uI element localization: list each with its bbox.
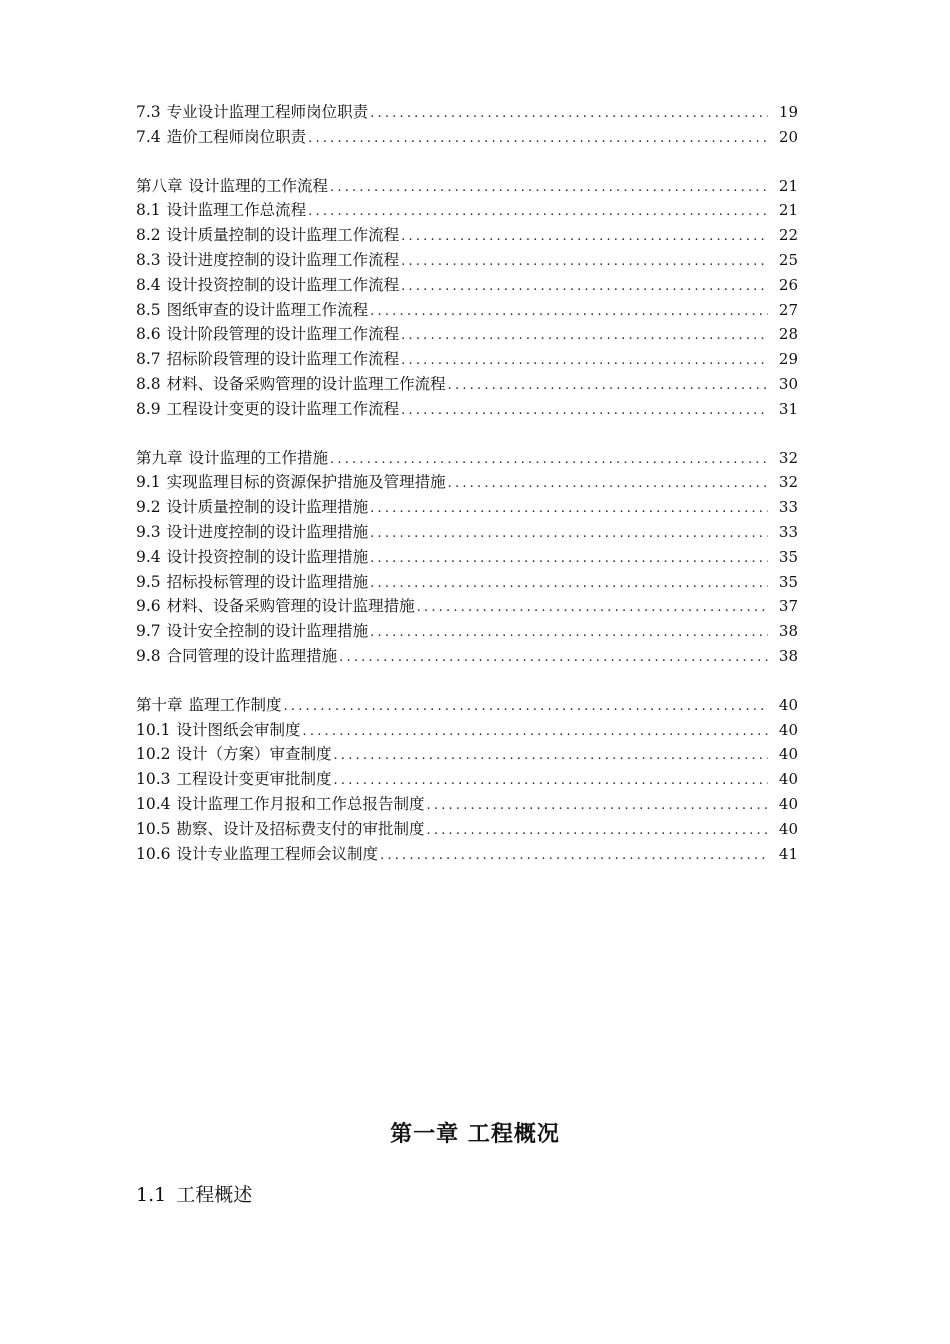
toc-entry-title: 设计图纸会审制度 bbox=[176, 720, 301, 739]
toc-entry-number: 8.9 bbox=[136, 399, 161, 418]
toc-entry[interactable] bbox=[136, 322, 798, 347]
toc-leader-dots bbox=[370, 572, 768, 597]
toc-leader-dots bbox=[448, 374, 768, 399]
toc-leader-dots bbox=[330, 448, 768, 473]
toc-entry-number: 8.1 bbox=[136, 201, 161, 220]
toc-entry-number: 第十章 bbox=[136, 695, 183, 714]
toc-group bbox=[136, 100, 798, 150]
toc-entry-page: 35 bbox=[778, 547, 798, 566]
toc-entry-page: 40 bbox=[778, 770, 798, 789]
toc-leader-dots bbox=[448, 472, 768, 497]
toc-entry[interactable] bbox=[136, 570, 798, 595]
toc-entry-page: 32 bbox=[778, 473, 798, 492]
toc-entry-page: 26 bbox=[778, 275, 798, 294]
toc-entry[interactable] bbox=[136, 792, 798, 817]
toc-entry-number: 9.6 bbox=[136, 597, 161, 616]
toc-leader-dots bbox=[401, 324, 768, 349]
toc-leader-dots bbox=[284, 695, 768, 720]
toc-entry[interactable] bbox=[136, 594, 798, 619]
toc-entry-number: 10.6 bbox=[136, 844, 171, 863]
toc-entry-title: 合同管理的设计监理措施 bbox=[166, 646, 338, 665]
toc-entry[interactable] bbox=[136, 223, 798, 248]
toc-entry-page: 38 bbox=[778, 622, 798, 641]
toc-entry-page: 40 bbox=[778, 745, 798, 764]
toc-leader-dots bbox=[370, 522, 768, 547]
toc-leader-dots bbox=[401, 250, 768, 275]
toc-entry-title: 设计进度控制的设计监理工作流程 bbox=[166, 250, 400, 269]
toc-entry-title: 监理工作制度 bbox=[188, 695, 282, 714]
toc-entry-page: 21 bbox=[778, 201, 798, 220]
toc-leader-dots bbox=[334, 769, 768, 794]
toc-leader-dots bbox=[427, 794, 768, 819]
table-of-contents bbox=[136, 100, 798, 890]
toc-group bbox=[136, 446, 798, 669]
toc-leader-dots bbox=[370, 621, 768, 646]
toc-entry[interactable] bbox=[136, 372, 798, 397]
toc-entry[interactable] bbox=[136, 470, 798, 495]
toc-entry[interactable] bbox=[136, 397, 798, 422]
toc-entry-page: 19 bbox=[778, 103, 798, 121]
toc-entry[interactable] bbox=[136, 842, 798, 867]
toc-leader-dots bbox=[308, 127, 768, 152]
toc-entry-page: 38 bbox=[778, 646, 798, 665]
toc-entry-number: 8.2 bbox=[136, 226, 161, 245]
toc-entry[interactable] bbox=[136, 742, 798, 767]
toc-entry-number: 7.3 bbox=[136, 103, 161, 121]
toc-entry-number: 9.8 bbox=[136, 646, 161, 665]
toc-entry-page: 21 bbox=[778, 176, 798, 195]
toc-entry-title: 材料、设备采购管理的设计监理措施 bbox=[166, 597, 415, 616]
toc-entry[interactable] bbox=[136, 644, 798, 669]
toc-entry[interactable] bbox=[136, 125, 798, 150]
toc-entry-page: 40 bbox=[778, 819, 798, 838]
toc-entry-number: 7.4 bbox=[136, 127, 161, 146]
toc-entry-page: 31 bbox=[778, 399, 798, 418]
toc-entry-page: 37 bbox=[778, 597, 798, 616]
toc-entry[interactable] bbox=[136, 100, 798, 125]
toc-entry-page: 27 bbox=[778, 300, 798, 319]
toc-entry-title: 工程设计变更的设计监理工作流程 bbox=[166, 399, 400, 418]
toc-entry-title: 设计安全控制的设计监理措施 bbox=[166, 622, 369, 641]
toc-entry[interactable] bbox=[136, 446, 798, 471]
toc-entry-number: 10.5 bbox=[136, 819, 171, 838]
toc-entry-title: 图纸审查的设计监理工作流程 bbox=[166, 300, 369, 319]
toc-leader-dots bbox=[427, 819, 768, 844]
toc-entry-title: 设计监理工作总流程 bbox=[166, 201, 307, 220]
toc-entry-title: 材料、设备采购管理的设计监理工作流程 bbox=[166, 374, 446, 393]
toc-entry-number: 9.7 bbox=[136, 622, 161, 641]
toc-entry[interactable] bbox=[136, 174, 798, 199]
toc-entry-page: 41 bbox=[778, 844, 798, 863]
toc-entry[interactable] bbox=[136, 495, 798, 520]
toc-entry-number: 9.4 bbox=[136, 547, 161, 566]
toc-entry-title: 设计质量控制的设计监理工作流程 bbox=[166, 226, 400, 245]
toc-entry-number: 9.3 bbox=[136, 522, 161, 541]
toc-entry-number: 8.4 bbox=[136, 275, 161, 294]
toc-entry[interactable] bbox=[136, 693, 798, 718]
toc-entry[interactable] bbox=[136, 347, 798, 372]
toc-leader-dots bbox=[401, 349, 768, 374]
toc-entry-number: 10.4 bbox=[136, 794, 171, 813]
toc-entry-number: 8.6 bbox=[136, 325, 161, 344]
toc-leader-dots bbox=[370, 300, 768, 325]
toc-entry-number: 10.2 bbox=[136, 745, 171, 764]
toc-entry-title: 设计专业监理工程师会议制度 bbox=[176, 844, 379, 863]
toc-entry-page: 40 bbox=[778, 720, 798, 739]
section-number: 1.1 bbox=[136, 1184, 167, 1206]
toc-entry-page: 28 bbox=[778, 325, 798, 344]
toc-entry-title: 招标阶段管理的设计监理工作流程 bbox=[166, 350, 400, 369]
toc-entry-number: 8.5 bbox=[136, 300, 161, 319]
section-heading bbox=[136, 1180, 252, 1207]
toc-leader-dots bbox=[401, 275, 768, 300]
toc-entry-title: 造价工程师岗位职责 bbox=[166, 127, 307, 146]
toc-entry-number: 8.8 bbox=[136, 374, 161, 393]
toc-leader-dots bbox=[401, 225, 768, 250]
toc-leader-dots bbox=[370, 497, 768, 522]
toc-entry-page: 20 bbox=[778, 127, 798, 146]
toc-entry-number: 9.1 bbox=[136, 473, 161, 492]
toc-entry[interactable] bbox=[136, 545, 798, 570]
toc-entry-title: 设计质量控制的设计监理措施 bbox=[166, 498, 369, 517]
toc-leader-dots bbox=[401, 399, 768, 424]
toc-entry-number: 9.5 bbox=[136, 572, 161, 591]
toc-leader-dots bbox=[417, 596, 768, 621]
toc-leader-dots bbox=[303, 720, 768, 745]
toc-entry-title: 设计监理工作月报和工作总报告制度 bbox=[176, 794, 425, 813]
toc-entry-number: 第九章 bbox=[136, 448, 183, 467]
toc-entry[interactable] bbox=[136, 273, 798, 298]
toc-entry-title: 实现监理目标的资源保护措施及管理措施 bbox=[166, 473, 446, 492]
toc-entry-title: 设计监理的工作流程 bbox=[188, 176, 329, 195]
toc-group bbox=[136, 693, 798, 867]
toc-entry-title: 勘察、设计及招标费支付的审批制度 bbox=[176, 819, 425, 838]
toc-entry[interactable] bbox=[136, 248, 798, 273]
toc-entry-page: 22 bbox=[778, 226, 798, 245]
chapter-heading: 第一章 工程概况 bbox=[390, 1121, 560, 1147]
toc-leader-dots bbox=[370, 547, 768, 572]
toc-entry-page: 30 bbox=[778, 374, 798, 393]
toc-entry-title: 设计投资控制的设计监理工作流程 bbox=[166, 275, 400, 294]
toc-entry-page: 29 bbox=[778, 350, 798, 369]
toc-entry-page: 32 bbox=[778, 448, 798, 467]
toc-entry-page: 25 bbox=[778, 250, 798, 269]
toc-entry-page: 35 bbox=[778, 572, 798, 591]
toc-leader-dots bbox=[334, 744, 768, 769]
toc-entry-title: 设计投资控制的设计监理措施 bbox=[166, 547, 369, 566]
toc-entry-title: 专业设计监理工程师岗位职责 bbox=[166, 103, 369, 121]
toc-entry-page: 40 bbox=[778, 794, 798, 813]
toc-entry-number: 10.1 bbox=[136, 720, 171, 739]
toc-entry-title: 设计监理的工作措施 bbox=[188, 448, 329, 467]
toc-entry[interactable] bbox=[136, 767, 798, 792]
toc-entry-number: 第八章 bbox=[136, 176, 183, 195]
toc-leader-dots bbox=[380, 844, 768, 869]
toc-leader-dots bbox=[308, 200, 768, 225]
toc-entry-title: 工程设计变更审批制度 bbox=[176, 770, 332, 789]
toc-entry[interactable] bbox=[136, 198, 798, 223]
toc-entry[interactable] bbox=[136, 520, 798, 545]
toc-entry-title: 设计阶段管理的设计监理工作流程 bbox=[166, 325, 400, 344]
toc-entry[interactable] bbox=[136, 298, 798, 323]
toc-leader-dots bbox=[370, 102, 768, 127]
toc-entry-page: 40 bbox=[778, 695, 798, 714]
toc-leader-dots bbox=[330, 176, 768, 201]
toc-entry-page: 33 bbox=[778, 522, 798, 541]
toc-entry-number: 9.2 bbox=[136, 498, 161, 517]
toc-entry-number: 8.3 bbox=[136, 250, 161, 269]
toc-entry-title: 设计进度控制的设计监理措施 bbox=[166, 522, 369, 541]
toc-entry-number: 8.7 bbox=[136, 350, 161, 369]
toc-leader-dots bbox=[339, 646, 768, 671]
toc-entry-number: 10.3 bbox=[136, 770, 171, 789]
toc-entry[interactable] bbox=[136, 718, 798, 743]
toc-entry[interactable] bbox=[136, 817, 798, 842]
toc-group bbox=[136, 174, 798, 422]
toc-entry[interactable] bbox=[136, 619, 798, 644]
toc-entry-title: 设计（方案）审查制度 bbox=[176, 745, 332, 764]
section-title-text: 工程概述 bbox=[176, 1184, 253, 1206]
toc-entry-page: 33 bbox=[778, 498, 798, 517]
toc-entry-title: 招标投标管理的设计监理措施 bbox=[166, 572, 369, 591]
